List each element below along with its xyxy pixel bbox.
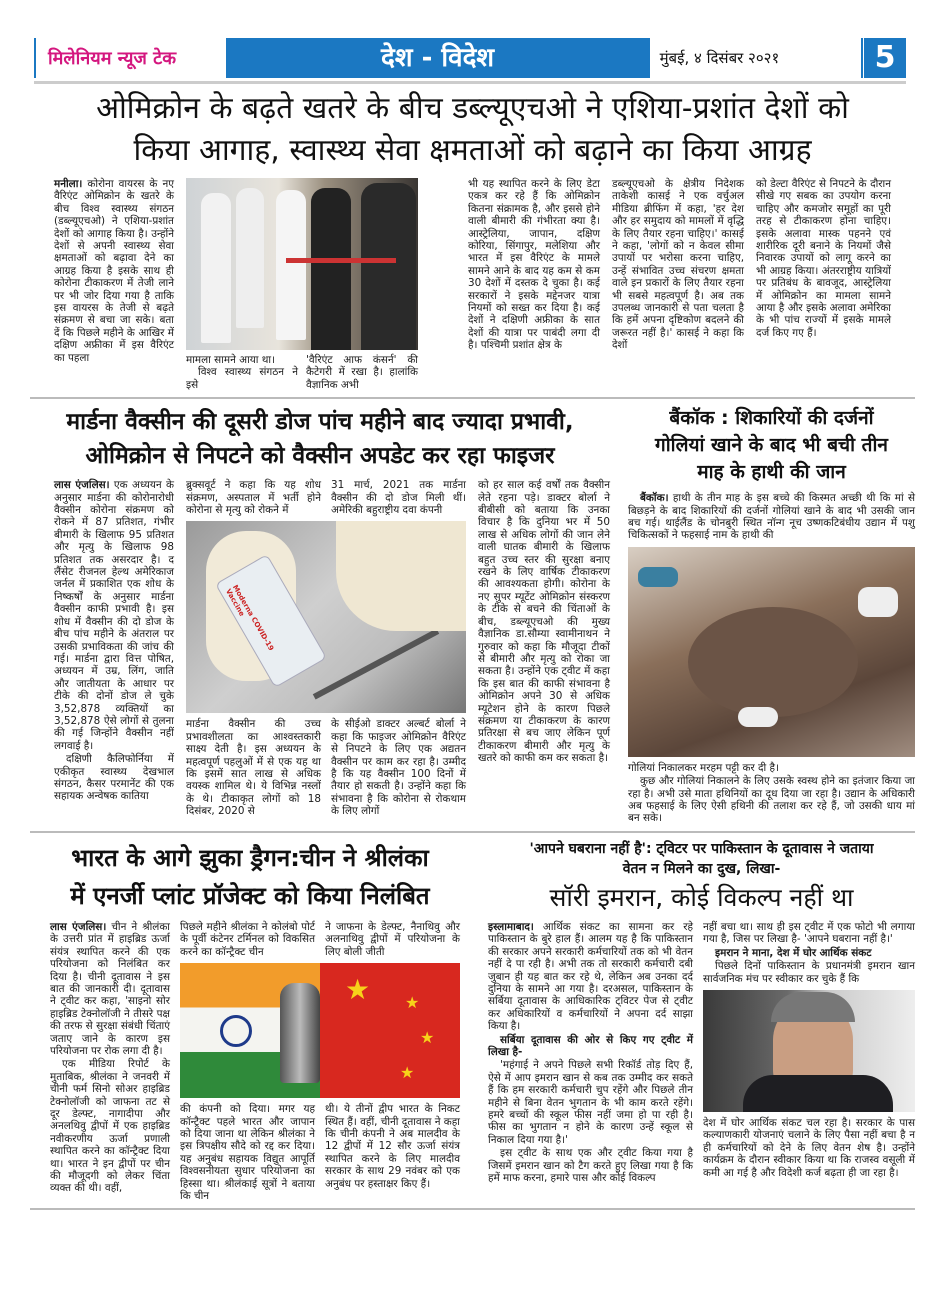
headline-1-line-1: ओमिक्रोन के बढ़ते खतरे के बीच डब्ल्यूएचओ ने एशिया-प्रशांत देशों को bbox=[96, 91, 849, 126]
divider bbox=[30, 831, 915, 833]
bottom-rule bbox=[30, 1208, 915, 1210]
article-5-col-2 bbox=[703, 921, 915, 985]
article-4-col-1 bbox=[50, 921, 170, 1195]
article-3-bottom bbox=[628, 762, 915, 825]
headline-2-line-2: ओमिक्रोन से निपटने को वैक्सीन अपडेट कर रहा फाइजर bbox=[85, 443, 555, 470]
dateline-label: मनीला। bbox=[54, 178, 83, 190]
article-2-col-2-top: ब्रुक्सवूर्ट ने कहा कि यह शोध संक्रमण, अस्पताल में भर्ती होने कोरोना से मृत्यु को रोकने में bbox=[186, 479, 321, 517]
article-3 bbox=[628, 405, 915, 825]
masthead bbox=[34, 38, 906, 78]
body-text: गोलियां निकालकर मरहम पट्टी कर दी है। bbox=[628, 761, 779, 774]
kicker-5 bbox=[488, 839, 915, 879]
article-4-col-3-top: ने जाफना के डेल्फ्ट, नैनाथिवु और अलनाथिवु द्वीपों में परियोजना के लिए बोली जीती bbox=[325, 920, 460, 958]
headline-2-line-1: मार्डना वैक्सीन की दूसरी डोज पांच महीने बाद ज्यादा प्रभावी, bbox=[66, 409, 574, 436]
header-rule bbox=[34, 81, 906, 84]
article-1-col-4: भी यह स्थापित करने के लिए डेटा एकत्र कर रहे हैं कि ओमिक्रोन कितना संक्रामक है, और इससे होने वाली बीमारी की गंभीरता क्या है। आस्ट्रेलिया, जापान, दक्षिण कोरिया, सिंगापुर, मलेशिया और भारत में इस वैरिएंट के मामले सामने आने के बाद यह कम से कम 30 देशों में दस्तक दे चुका है। कई सरकारों ने इसके मद्देनजर यात्रा नियमों को सख्त कर दिया है। कई देशों ने दक्षिणी अफ्रीका के सात देशों की यात्रा पर पाबंदी लगा दी है। पश्चिमी प्रशांत क्षेत्र के bbox=[468, 178, 600, 352]
body-text: चीन ने श्रीलंका के उत्तरी प्रांत में हाइब्रिड ऊर्जा संयंत्र स्थापित करने की एक परियोजना को निलंबित कर दिया है। चीनी दूतावास ने इस बात की जानकारी दी। दूतावास ने ट्वीट कर कहा, 'साइनो सोर हाइब्रिड टेक्नोलॉजी ने तीसरे पक्ष की तरफ से सुरक्षा संबंधी चिंताएं जताए जाने के कारण इस परियोजना पर रोक लगा दी है। bbox=[50, 920, 171, 1057]
article-2-col-4: को हर साल कई वर्षों तक वैक्सीन लेते रहना पड़े। डाक्टर बोर्ला ने बीबीसी को बताया कि उनका विचार है कि दुनिया भर में 50 लाख से अधिक लोगों की जान लेने वाली घातक बीमारी के खिलाफ बहुत उच्च स्तर की सुरक्षा बनाए रखने के लिए वार्षिक टीकाकरण की आवश्यकता होगी। कोरोना के नए सुपर म्यूटेंट ओमिक्रोन संस्करण के टीके से बचने की चिंताओं के बीच, डब्ल्यूएचओ की मुख्य वैज्ञानिक डा.सौम्या स्वामीनाथन ने गुरुवार को कहा कि मौजूदा टीकों से बीमारी और मृत्यु को रोका जा सकता है। उन्होंने एक ट्वीट में कहा कि इस बात की काफी संभावना है ओमिक्रोन अपने 30 से अधिक म्यूटेशन होने के कारण पिछले संक्रमण या टीकाकरण के कारण प्रतिरक्षा से बच जाए लेकिन पूर्ण टीकाकरण बीमारी और मृत्यु के खतरे को काफी कम कर सकता है। bbox=[478, 479, 610, 765]
paper-name: मिलेनियम न्यूज टेक bbox=[48, 48, 177, 69]
body-text: नहीं बचा था। साथ ही इस ट्वीट में एक फोटो भी लगाया गया है, जिस पर लिखा है- 'आपने घबराना नहीं है।' bbox=[703, 920, 915, 946]
body-text: आर्थिक संकट का सामना कर रहे पाकिस्तान के बुरे हाल हैं। आलम यह है कि पाकिस्तान की सरकार अपने सरकारी कर्मचारियों तक को भी वेतन नहीं दे पा रही है। अभी तक तो सरकारी कर्मचारी दबी जुबान ही यह बात कर रहे थे, लेकिन अब उनका दर्द दुनिया के सामने आ गया है। दरअसल, पाकिस्तान के सर्बिया दूतावास के आधिकारिक ट्विटर पेज से ट्वीट कर अधिकारियों व कर्मचारियों ने अपना दर्द साझा किया है। bbox=[488, 920, 693, 1033]
article-1-col-6: को डेल्टा वैरिएंट से निपटने के दौरान सीखे गए सबक का उपयोग करना चाहिए और कमजोर समूहों का पूरी तरह से टीकाकरण होना चाहिए। इसके अलावा मास्क पहनने एवं शारीरिक दूरी बनाने के नियमों जैसे निवारक उपायों को लागू करने का भी आग्रह किया। अंतरराष्ट्रीय यात्रियों पर प्रतिबंध के बावजूद, आस्ट्रेलिया में ओमिक्रोन का मामला सामने आया है और इसके अलावा अमेरिका के भी पांच राज्यों में इसके मामले दर्ज किए गए हैं। bbox=[756, 178, 891, 339]
article-5-col-2-bottom: देश में घोर आर्थिक संकट चल रहा है। सरकार के पास कल्याणकारी योजनाएं चलाने के लिए पैसा नहीं बचा है न ही कर्मचारियों को देने के लिए वेतन शेष है। उन्होंने कार्यक्रम के दौरान स्वीकार किया था कि राजस्व वसूली में कमी आ गई है और विदेशी कर्ज बढ़ता ही जा रहा है। bbox=[703, 1116, 915, 1179]
article-4-col-2-bottom: की कंपनी को दिया। मगर यह कॉन्ट्रैक्ट पहले भारत और जापान को दिया जाना था लेकिन श्रीलंका ने इस त्रिपक्षीय सौदे को रद्द कर दिया। यह अनुबंध सहायक विद्युत आपूर्ति विश्वसनीयता सुधार परियोजना का हिस्सा था। श्रीलंकाई सूत्रों ने बताया कि चीन bbox=[180, 1103, 315, 1202]
headline-4-line-1: भारत के आगे झुका ड्रैगन:चीन ने श्रीलंका bbox=[71, 843, 429, 872]
page-number bbox=[860, 38, 906, 78]
vial-label: Moderna COVID-19 Vaccine bbox=[223, 584, 276, 653]
article-1 bbox=[30, 178, 915, 391]
article-2 bbox=[30, 405, 610, 817]
divider bbox=[30, 397, 915, 399]
body-text: पिछले दिनों पाकिस्तान के प्रधानमंत्री इमरान खान सार्वजनिक मंच पर स्वीकार कर चुके हैं कि bbox=[703, 960, 915, 985]
article-4-col-2-top: पिछले महीने श्रीलंका ने कोलंबो पोर्ट के पूर्वी कंटेनर टर्मिनल को विकसित करने का कॉन्ट्रैक्ट चीन bbox=[180, 920, 315, 958]
india-china-flags-photo bbox=[180, 963, 460, 1098]
article-1-photo-block bbox=[186, 178, 418, 391]
article-2-col-3-top: 31 मार्च, 2021 तक मार्डना वैक्सीन की दो डोज मिली थीं। अमेरिकी बहुराष्ट्रीय दवा कंपनी bbox=[331, 479, 466, 517]
dateline-label: लास एंजलिस। bbox=[54, 479, 110, 492]
subhead: सर्बिया दूतावास की ओर से किए गए ट्वीट में लिखा है- bbox=[488, 1033, 693, 1058]
row-2 bbox=[30, 405, 915, 825]
tweet-quote: 'महंगाई ने अपने पिछले सभी रिकॉर्ड तोड़ दिए हैं, ऐसे में आप इमरान खान से कब तक उम्मीद कर सकते हैं कि हम सरकारी कर्मचारी चुप रहेंगे और पिछले तीन महीने से बिना वेतन भुगतान के भी काम करते रहेंगे। हमरे बच्चों की स्कूल फीस नहीं जमा हो पा रही है। फीस का भुगतान न होने के कारण उन्हें स्कूल से निकाल दिया गया है।' bbox=[488, 1059, 693, 1146]
article-1-col-1 bbox=[54, 178, 174, 364]
article-5-col-1 bbox=[488, 921, 693, 1185]
chess-piece bbox=[280, 983, 320, 1083]
headline-3-line-3: माह के हाथी की जान bbox=[697, 461, 846, 484]
row-3 bbox=[30, 839, 915, 1202]
headline-5: सॉरी इमरान, कोई विकल्प नहीं था bbox=[549, 882, 854, 912]
imran-khan-photo bbox=[703, 990, 915, 1112]
star-icon: ★ bbox=[400, 1063, 415, 1083]
article-2-col-3-bottom: के सीईओ डाक्टर अल्बर्ट बोर्ला ने कहा कि फाइजर ओमिक्रोन वैरिएंट से निपटने के लिए एक अद्यतन वैक्सीन पर काम कर रहा है। उम्मीद है कि यह वैक्सीन 100 दिनों में तैयार हो सकती है। उन्होंने कहा कि संभावना है कि कोरोना से रोकथाम के लिए लोगों bbox=[331, 718, 466, 818]
section-title: देश - विदेश bbox=[381, 43, 495, 73]
headline-4 bbox=[30, 839, 470, 915]
article-5 bbox=[488, 839, 915, 1185]
headline-3 bbox=[628, 405, 915, 486]
headline-4-line-2: में एनर्जी प्लांट प्रॉजेक्ट को किया निलंबित bbox=[70, 881, 430, 910]
kicker-line-2: वेतन न मिलने का दुख, लिखा- bbox=[622, 860, 781, 877]
body-text: एक अध्ययन के अनुसार मार्डना की कोरोनारोधी वैक्सीन कोरोना संक्रमण को रोकने में 87 प्रतिशत, गंभीर बीमारी के खिलाफ 95 प्रतिशत और मृत्यु के खिलाफ 98 प्रतिशत तक असरदार है। द लैंसेट रीजनल हेल्थ अमेरिकाज जर्नल में प्रकाशित एक शोध के निष्कर्षों के अनुसार मार्डना वैक्सीन काफी प्रभावी है। इस शोध में वैक्सीन की दो डोज के बीच पांच महीने के अंतराल पर उसकी प्रभाविकता की जांच की गई। मार्डना द्वारा वित्त पोषित, अध्ययन में उम्र, लिंग, जाति और जातीयता के आधार पर टीके की दोनों डोज ले चुके 3,52,878 व्यक्तियों का 3,52,878 ऐसे लोगों से तुलना की गई जिन्होंने वैक्सीन नहीं लगवाई है। bbox=[54, 479, 174, 752]
dateline-label: बैंकॉक। bbox=[640, 492, 669, 505]
page-number-text: 5 bbox=[874, 40, 896, 75]
dateline-label: इस्लामाबाद। bbox=[488, 920, 534, 933]
article-2-col-1 bbox=[54, 479, 174, 803]
headline-3-line-1: बैंकॉक : शिकारियों की दर्जनों bbox=[669, 407, 874, 430]
headline-2 bbox=[30, 405, 610, 473]
headline-1 bbox=[30, 88, 915, 172]
body-text: मामला सामने आया था। bbox=[186, 354, 276, 366]
vaccine-vial-photo bbox=[186, 521, 466, 713]
section-bar bbox=[226, 38, 650, 78]
kicker-line-1: 'आपने घबराना नहीं है': ट्विटर पर पाकिस्तान के दूतावास ने जताया bbox=[529, 840, 874, 857]
subhead: इमरान ने माना, देश में घोर आर्थिक संकट bbox=[715, 946, 872, 959]
article-4-col-3-bottom: थी। ये तीनों द्वीप भारत के निकट स्थित हैं। वहीं, चीनी दूतावास ने कहा कि चीनी कंपनी ने अब मालदीव के 12 द्वीपों में 12 सौर ऊर्जा संयंत्र स्थापित करने के लिए मालदीव सरकार के साथ 29 नवंबर को एक अनुबंध पर हस्ताक्षर किए हैं। bbox=[325, 1103, 460, 1190]
body-text: हाथी के तीन माह के इस बच्चे की किस्मत अच्छी थी कि मां से बिछड़ने के बाद शिकारियों की दर्जनों गोलियां खाने के बाद भी उसकी जान बच गई। थाईलैंड के चोनबुरी स्थित नॉन्ग नूच उष्णकटिबंधीय उद्यान में पशु चिकित्सकों ने फहसाई नाम के हाथी की bbox=[628, 492, 915, 542]
body-text: दक्षिणी कैलिफोर्निया में एकीकृत स्वास्थ्य देखभाल संगठन, कैसर परमानेंट की एक सहायक अन्वेषक कातिया bbox=[54, 753, 174, 803]
dateline: मुंबई, ४ दिसंबर २०२१ bbox=[659, 49, 780, 67]
star-icon: ★ bbox=[405, 993, 420, 1013]
body-text: कोरोना वायरस के नए वैरिएंट ओमिक्रोन के खतरे के बीच विश्व स्वास्थ्य संगठन (डब्ल्यूएचओ) ने एशिया-प्रशांत देशों को आगाह किया है। उन्होंने देशों से अपनी स्वास्थ्य सेवा क्षमताओं को बढ़ावा देने का आग्रह किया है इसके साथ ही कोरोना टीकाकरण में तेजी लाने पर भी जोर दिया गया है ताकि इस वायरस के तेजी से बढ़ते संक्रमण से बचा जा सके। बता दें कि पिछले महीने के आखिर में दक्षिण अफ्रीका में इस वैरिएंट का पहला bbox=[54, 178, 174, 364]
star-icon: ★ bbox=[345, 973, 371, 1007]
article-3-top bbox=[628, 492, 915, 542]
body-text: विश्व स्वास्थ्य संगठन ने इसे bbox=[186, 366, 298, 391]
elephant-photo bbox=[628, 547, 915, 757]
body-text: कुछ और गोलियां निकालने के लिए उसके स्वस्थ होने का इतंजार किया जा रहा है। अभी उसे माता हथिनियों का दूध दिया जा रहा है। उद्यान के अधिकारी अब फहसाई के लिए ऐसी हथिनी की तलाश कर रहे हैं, जो उसकी धाय मां बन सके। bbox=[628, 775, 915, 825]
dateline-label: लास एंजलिस। bbox=[50, 920, 107, 933]
body-text: इस ट्वीट के साथ एक और ट्वीट किया गया है जिसमें इमरान खान को टैग करते हुए लिखा गया है कि हमें माफ करना, हमारे पास और कोई विकल्प bbox=[488, 1147, 693, 1184]
headline-1-line-2: किया आगाह, स्वास्थ्य सेवा क्षमताओं को बढ़ाने का किया आग्रह bbox=[133, 133, 812, 168]
headline-3-line-2: गोलियां खाने के बाद भी बची तीन bbox=[655, 434, 888, 457]
body-text: एक मीडिया रिपोर्ट के मुताबिक, श्रीलंका ने जनवरी में चीनी फर्म सिनो सोअर हाइब्रिड टेक्नोलॉजी को जाफना तट से दूर डेल्फ्ट, नागादीपा और अनलथिवु द्वीपों में एक हाइब्रिड नवीकरणीय ऊर्जा प्रणाली स्थापित करने का कॉन्ट्रैक्ट दिया था। भारत ने इन द्वीपों पर चीन की मौजूदगी को लेकर चिंता व्यक्त की थी। वहीं, bbox=[50, 1058, 170, 1195]
article-2-col-2-bottom: मार्डना वैक्सीन की उच्च प्रभावशीलता का आश्वस्तकारी साक्ष्य देती है। इस अध्ययन के महत्वपूर्ण पहलुओं में से एक यह था कि इसमें सात लाख से अधिक वयस्क शामिल थे। ये विभिन्न नस्लों के थे। टीकाकृत लोगों को 18 दिसंबर, 2020 से bbox=[186, 718, 321, 818]
article-1-col-2 bbox=[186, 354, 298, 391]
star-icon: ★ bbox=[420, 1028, 435, 1048]
airport-photo bbox=[186, 178, 418, 350]
article-1-col-3: 'वैरिएंट आफ कंसर्न' की कैटेगरी में रखा है। हालांकि वैज्ञानिक अभी bbox=[306, 354, 418, 391]
article-4 bbox=[30, 839, 470, 1202]
article-1-col-5: डब्ल्यूएचओ के क्षेत्रीय निदेशक ताकेशी कासई ने एक वर्चुअल मीडिया ब्रीफिंग में कहा, 'हर देश और हर समुदाय को मामलों में वृद्धि के लिए तैयार रहना चाहिए।' कासई ने कहा, 'लोगों को न केवल सीमा उपायों पर भरोसा करना चाहिए, उन्हें संभावित उच्च संचरण क्षमता वाले इन प्रकारों के लिए तैयार रहना भी सबसे महत्वपूर्ण है। अब तक उपलब्ध जानकारी से पता चलता है कि हमें अपना दृष्टिकोण बदलने की जरूरत नहीं है।' कासई ने कहा कि देशों bbox=[612, 178, 744, 352]
